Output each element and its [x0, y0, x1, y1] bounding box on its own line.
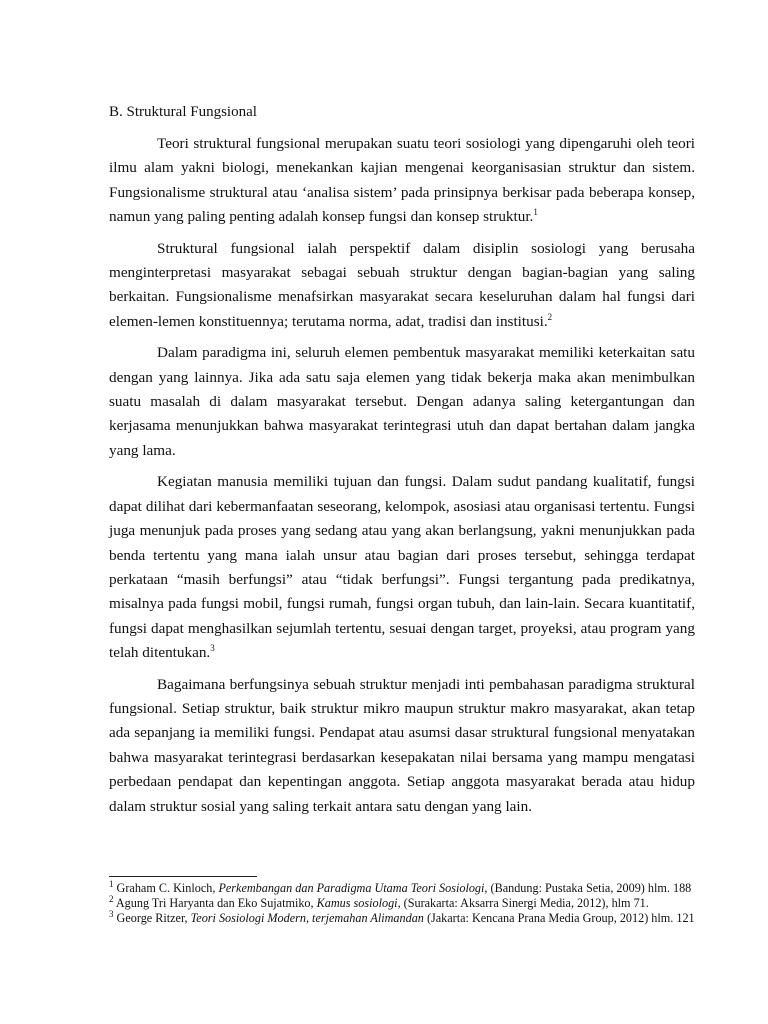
paragraph [109, 341, 695, 463]
footnote-ref[interactable]: 1 [533, 207, 538, 218]
section-heading: B. Struktural Fungsional [109, 104, 257, 120]
paragraph [109, 237, 695, 335]
footnote-title: Perkembangan dan Paradigma Utama Teori Sosiologi [218, 881, 485, 895]
paragraph-text: Teori struktural fungsional merupakan suatu teori sosiologi yang dipengaruhi oleh teori ilmu alam yakni biologi, menekankan kajian mengenai keorganisasian struktur dan sistem. Fungsionalisme struktural atau ‘analisa sistem’ pada prinsipnya berkisar pada beberapa konsep, namun yang paling penting adalah konsep fungsi dan konsep struktur. [109, 135, 695, 226]
paragraph-text: Bagaimana berfungsinya sebuah struktur menjadi inti pembahasan paradigma struktural fungsional. Setiap struktur, baik struktur mikro maupun struktur makro masyarakat, akan tetap ada sepanjang ia memiliki fungsi. Pendapat atau asumsi dasar struktural fungsional menyatakan bahwa masyarakat terintegrasi berdasarkan kesepakatan nilai bersama yang mampu mengatasi perbedaan pendapat dan kepentingan anggota. Setiap anggota masyarakat berada atau hidup dalam struktur sosial yang saling terkait antara satu dengan yang lain. [109, 675, 695, 815]
footnote-publication: , (Bandung: Pustaka Setia, 2009) hlm. 188 [484, 881, 692, 895]
footnotes [109, 878, 695, 926]
footnote-author: Graham C. Kinloch, [113, 881, 219, 895]
paragraph [109, 673, 695, 819]
footnote-publication: , (Surakarta: Aksarra Sinergi Media, 2012), hlm 71. [397, 896, 649, 910]
footnote-mark: 2 [109, 893, 114, 904]
footnote-mark: 3 [109, 908, 114, 919]
footnote-title: Kamus sosiologi [316, 896, 398, 910]
paragraph-text: Struktural fungsional ialah perspektif dalam disiplin sosiologi yang berusaha menginterpretasi masyarakat sebagai sebuah struktur dengan bagian-bagian yang saling berkaitan. Fungsionalisme menafsirkan masyarakat secara keseluruhan dalam hal fungsi dari elemen-lemen konstituennya; terutama norma, adat, tradisi dan institusi. [109, 239, 695, 330]
footnote-separator [109, 876, 257, 877]
footnote-author: George Ritzer, [113, 911, 191, 925]
footnote-title: Teori Sosiologi Modern, terjemahan Alimandan [190, 911, 424, 925]
footnote-ref[interactable]: 2 [547, 311, 553, 322]
footnote [109, 908, 695, 926]
footnote-author: Agung Tri Haryanta dan Eko Sujatmiko, [113, 896, 317, 910]
paragraph [109, 132, 695, 230]
footnote-mark: 1 [109, 878, 114, 889]
paragraph [109, 470, 695, 665]
footnote-ref[interactable]: 3 [210, 643, 215, 654]
paragraph-text: Kegiatan manusia memiliki tujuan dan fungsi. Dalam sudut pandang kualitatif, fungsi dapat dilihat dari kebermanfaatan seseorang, kelompok, asosiasi atau organisasi tertentu. Fungsi juga menunjuk pada proses yang sedang atau yang akan berlangsung, yakni menunjukkan pada benda tertentu yang mana ialah unsur atau bagian dari proses tersebut, sehingga terdapat perkataan “masih berfungsi” atau “tidak berfungsi”. Fungsi tergantung pada predikatnya, misalnya pada fungsi mobil, fungsi rumah, fungsi organ tubuh, dan lain-lain. Secara kuantitatif, fungsi dapat menghasilkan sejumlah tertentu, sesuai dengan target, proyeksi, atau program yang telah ditentukan. [109, 473, 695, 662]
footnote [109, 893, 695, 911]
footnote [109, 878, 695, 896]
paragraph-text: Dalam paradigma ini, seluruh elemen pembentuk masyarakat memiliki keterkaitan satu dengan yang lainnya. Jika ada satu saja elemen yang tidak bekerja maka akan menimbulkan suatu masalah di dalam masyarakat tersebut. Dengan adanya saling ketergantungan dan kerjasama menunjukkan bahwa masyarakat terintegrasi utuh dan dapat bertahan dalam jangka yang lama. [109, 344, 695, 459]
body-text [109, 132, 695, 826]
footnote-publication: (Jakarta: Kencana Prana Media Group, 2012) hlm. 121 [423, 911, 695, 925]
